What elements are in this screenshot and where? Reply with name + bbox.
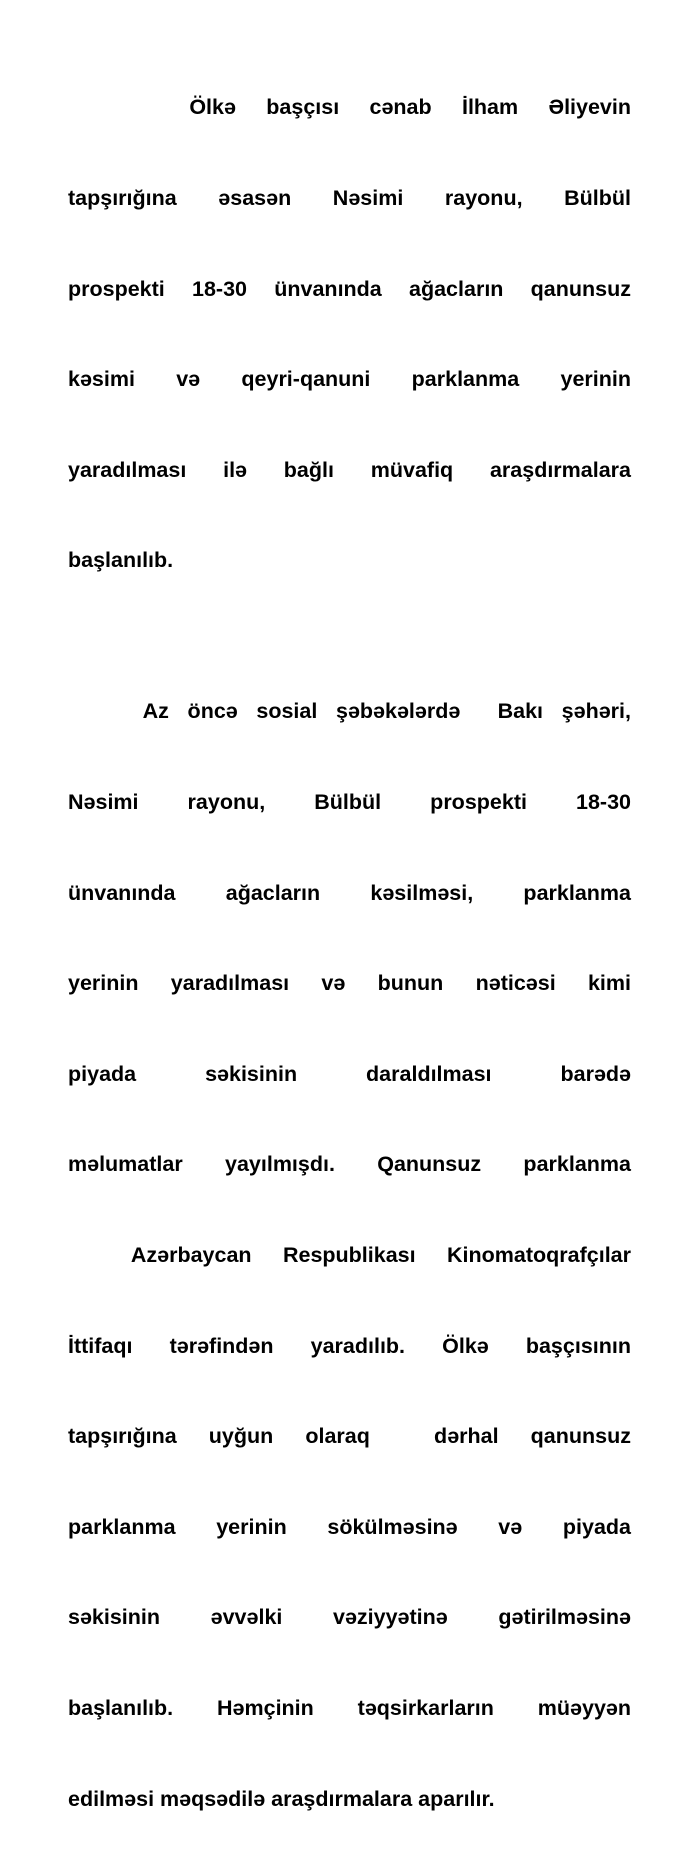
paragraph-line: Az öncə sosial şəbəkələrdə Bakı şəhəri,	[68, 699, 631, 724]
paragraph-line: Azərbaycan Respublikası Kinomatoqrafçılar	[68, 1242, 631, 1267]
paragraph-line: başlanılıb. Həmçinin təqsirkarların müəyyən	[68, 1695, 631, 1720]
paragraph-line: səkisinin əvvəlki vəziyyətinə gətirilməsinə	[68, 1605, 631, 1630]
paragraph-2	[68, 636, 631, 1874]
paragraph-1	[68, 32, 631, 636]
paragraph-line: kəsimi və qeyri-qanuni parklanma yerinin	[68, 367, 631, 392]
paragraph-line: Ölkə başçısı cənab İlham Əliyevin	[68, 95, 631, 120]
paragraph-line: parklanma yerinin sökülməsinə və piyada	[68, 1514, 631, 1539]
paragraph-line: başlanılıb.	[68, 548, 174, 573]
paragraph-line: edilməsi məqsədilə araşdırmalara aparılır.	[68, 1786, 495, 1811]
news-article-body	[68, 32, 631, 1874]
paragraph-line: prospekti 18-30 ünvanında ağacların qanunsuz	[68, 276, 631, 301]
paragraph-line: tapşırığına əsasən Nəsimi rayonu, Bülbül	[68, 186, 631, 210]
paragraph-line: məlumatlar yayılmışdı. Qanunsuz parklanma	[68, 1152, 631, 1177]
paragraph-line: Nəsimi rayonu, Bülbül prospekti 18-30	[68, 789, 631, 814]
paragraph-line: ünvanında ağacların kəsilməsi, parklanma	[68, 880, 631, 905]
paragraph-line: İttifaqı tərəfindən yaradılıb. Ölkə başçısının	[68, 1333, 631, 1358]
paragraph-line: yaradılması ilə bağlı müvafiq araşdırmalara	[68, 457, 631, 482]
paragraph-line: yerinin yaradılması və bunun nəticəsi kimi	[68, 971, 631, 996]
paragraph-line: tapşırığına uyğun olaraq dərhal qanunsuz	[68, 1424, 631, 1449]
paragraph-line: piyada səkisinin daraldılması barədə	[68, 1061, 631, 1086]
